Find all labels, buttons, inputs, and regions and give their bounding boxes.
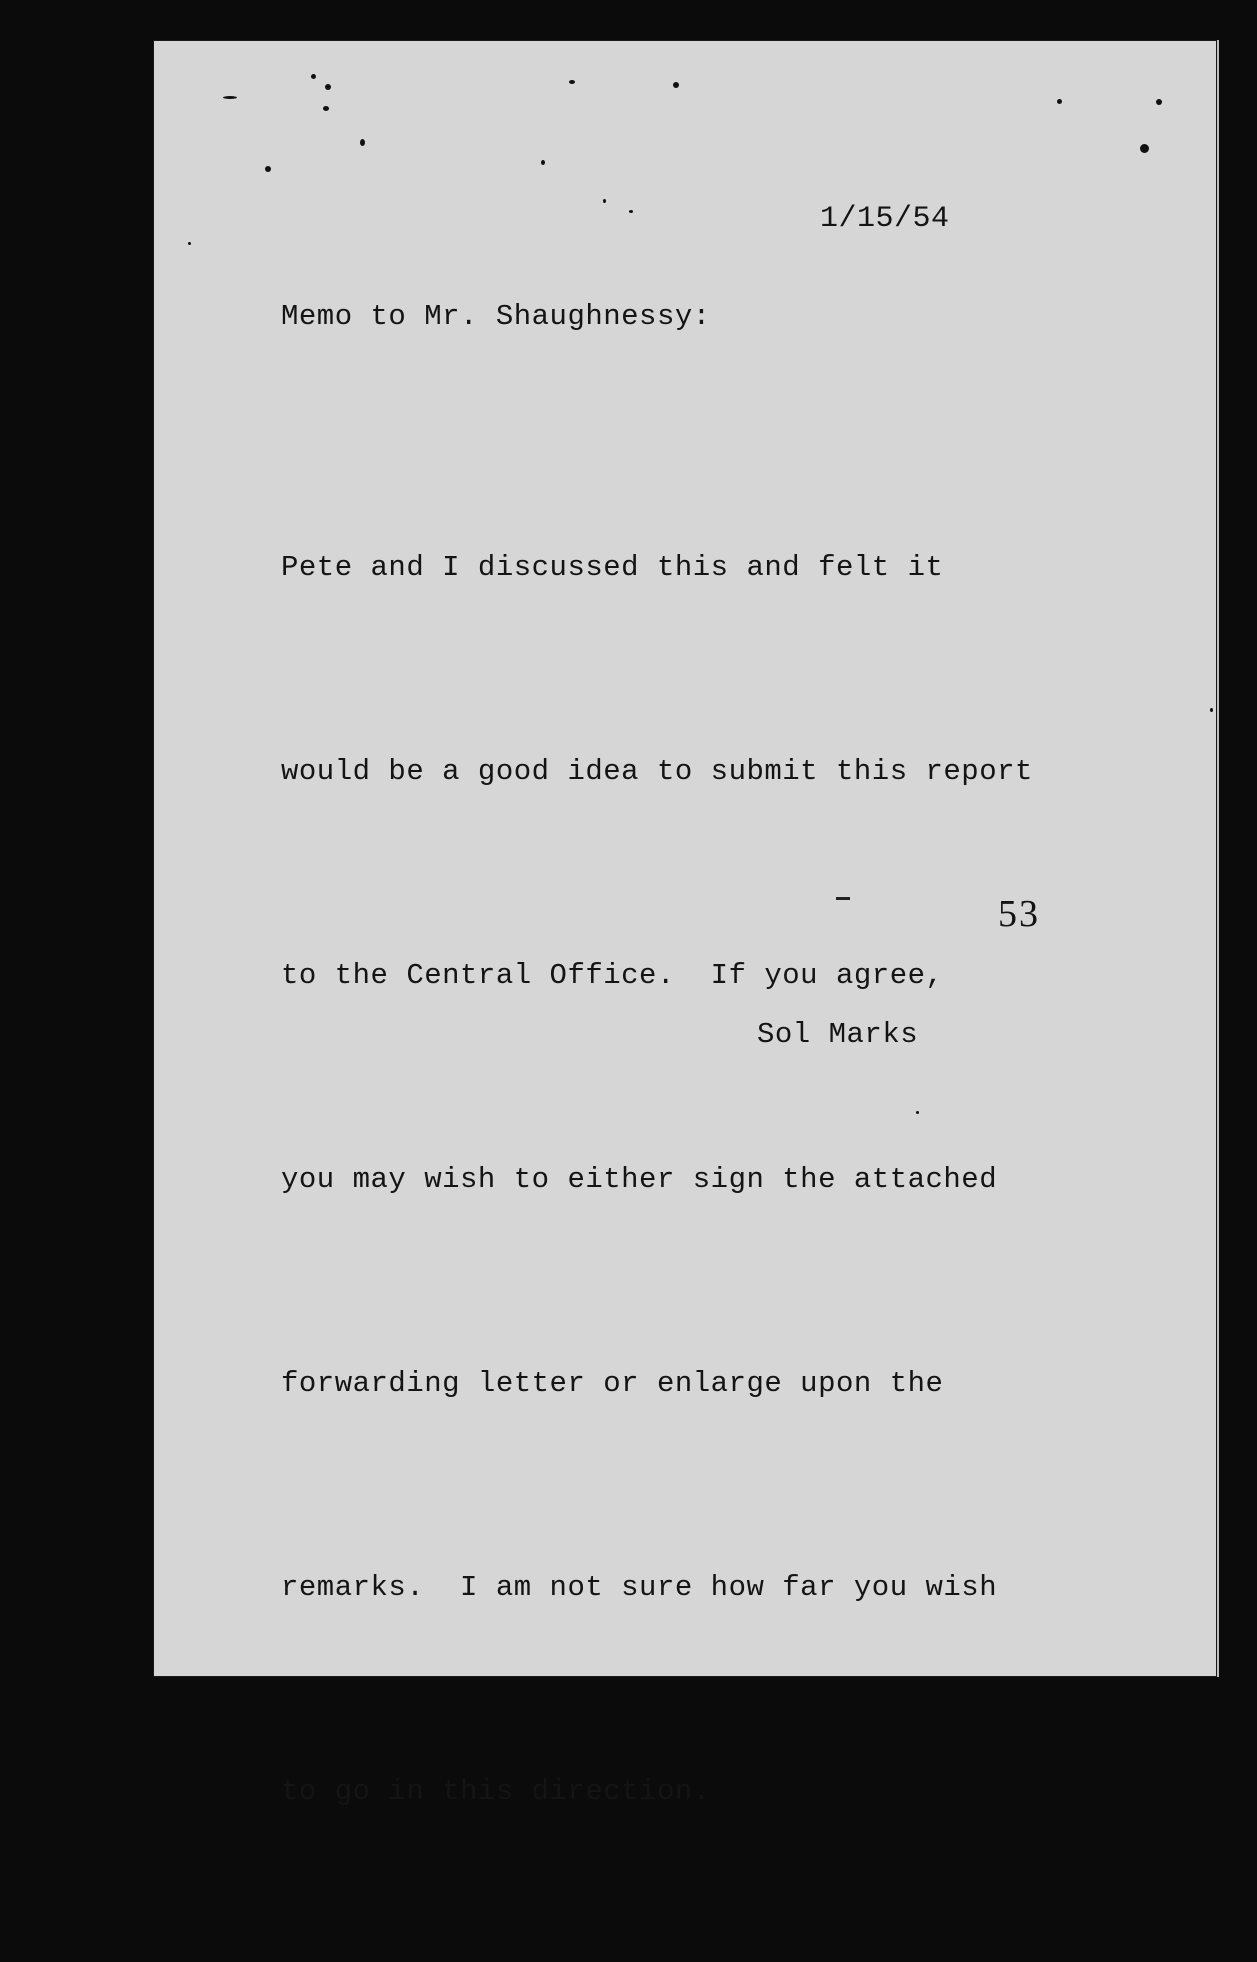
memo-body	[281, 398, 1033, 1962]
scan-speck	[323, 106, 329, 111]
memo-addressee: Memo to Mr. Shaughnessy:	[281, 300, 711, 333]
scan-speck	[265, 166, 271, 172]
memo-page	[153, 40, 1219, 1808]
signature: Sol Marks	[757, 1018, 919, 1051]
scan-speck	[603, 199, 606, 203]
scan-speck	[360, 139, 365, 146]
scan-speck	[223, 96, 237, 99]
scan-speck	[188, 242, 191, 245]
memo-body-line: you may wish to either sign the attached	[281, 1163, 998, 1196]
memo-body-line: would be a good idea to submit this report	[281, 755, 1033, 788]
scan-speck	[1210, 708, 1213, 712]
scan-speck	[325, 84, 331, 90]
scan-speck	[541, 160, 545, 165]
scan-speck	[311, 74, 316, 79]
scan-speck	[1156, 99, 1162, 105]
memo-body-line: to the Central Office. If you agree,	[281, 959, 944, 992]
scan-speck	[569, 80, 575, 84]
page-number: 53	[998, 893, 1040, 935]
scan-speck	[629, 210, 633, 213]
memo-body-line: Pete and I discussed this and felt it	[281, 551, 944, 584]
memo-body-line: forwarding letter or enlarge upon the	[281, 1367, 944, 1400]
memo-body-line: to go in this direction.	[281, 1775, 711, 1808]
memo-date: 1/15/54	[820, 202, 950, 236]
scan-speck	[1140, 144, 1149, 153]
scan-speck	[1057, 99, 1062, 104]
scan-speck	[673, 82, 679, 88]
memo-body-line: remarks. I am not sure how far you wish	[281, 1571, 998, 1604]
